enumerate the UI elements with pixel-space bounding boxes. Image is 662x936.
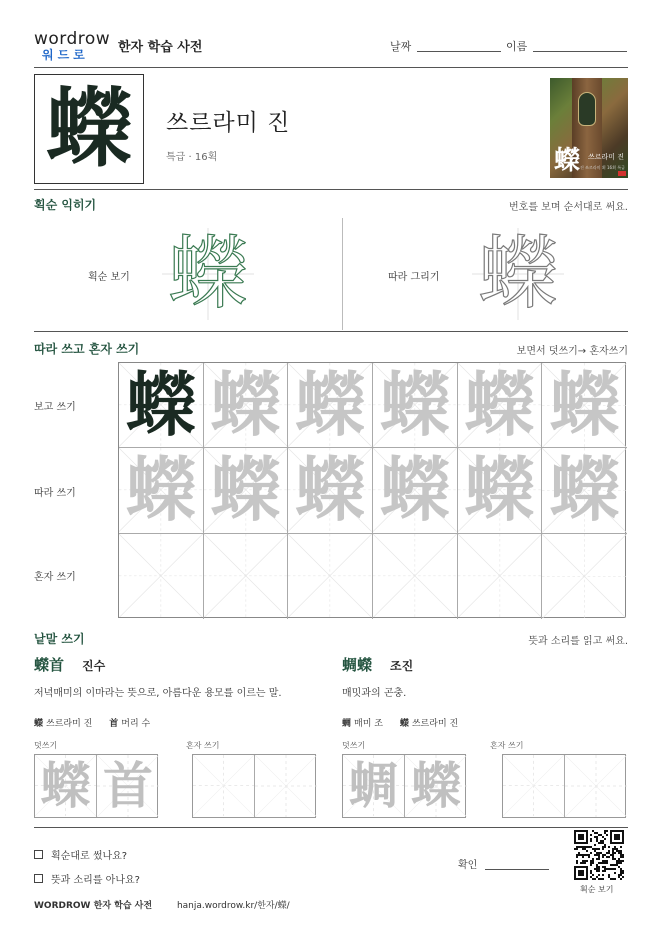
- word-section-header: [34, 630, 628, 648]
- word-char-cell[interactable]: [193, 755, 255, 817]
- stroke-trace-character: 蠑: [478, 227, 558, 320]
- practice-cell[interactable]: [119, 363, 204, 448]
- practice-cell[interactable]: [204, 363, 289, 448]
- word-part: 蠑 쓰르라미 진: [399, 719, 459, 729]
- logo-korean: 워드로: [42, 48, 89, 62]
- word-part: 蠑 쓰르라미 진: [34, 719, 93, 729]
- trace-character: 蠑: [210, 448, 281, 532]
- word-card-1: [34, 650, 324, 820]
- stroke-order-character: 蠑: [168, 227, 248, 320]
- word-char-cell[interactable]: [343, 755, 405, 817]
- word-part: 蜩 매미 조: [342, 719, 383, 729]
- hero-character: 蠑: [46, 78, 132, 179]
- trace-label: 덧쓰기: [342, 741, 366, 750]
- practice-cell[interactable]: [204, 534, 289, 619]
- qr-label: 획순 보기: [580, 885, 614, 894]
- stroke-order-diagram: [162, 228, 254, 320]
- word-parts: [342, 716, 472, 729]
- practice-cell[interactable]: [204, 448, 289, 533]
- word-meaning: 매밋과의 곤충.: [342, 688, 407, 699]
- word-trace-box[interactable]: [342, 754, 466, 818]
- practice-section-title: 따라 쓰고 혼자 쓰기: [34, 342, 140, 356]
- guide-lines-icon: [193, 755, 254, 816]
- trace-character: 蠑: [549, 448, 620, 532]
- photo-overlay-character: 蠑: [554, 146, 581, 176]
- practice-cell[interactable]: [119, 534, 204, 619]
- checklist: [34, 842, 140, 890]
- row-label-view: 보고 쓰기: [34, 402, 76, 413]
- word-trace-character: 蠑: [411, 756, 461, 815]
- word-char-cell[interactable]: [565, 755, 627, 817]
- practice-cell[interactable]: [542, 363, 627, 448]
- trace-character: 蠑: [295, 363, 366, 447]
- stroke-trace-label: 따라 그리기: [388, 272, 440, 283]
- word-char-cell[interactable]: [255, 755, 317, 817]
- photo-overlay-subtitle: 진 쓰르라미 획 16획 특급: [580, 165, 625, 170]
- practice-cell[interactable]: [542, 448, 627, 533]
- stroke-order-area: [34, 216, 628, 332]
- check-item-meaning[interactable]: 뜻과 소리를 아나요?: [34, 866, 140, 890]
- confirm-label: 확인: [458, 860, 478, 871]
- word-section-hint: 뜻과 소리를 읽고 써요.: [528, 636, 628, 647]
- stroke-trace-diagram[interactable]: [472, 228, 564, 320]
- name-write-line[interactable]: [533, 51, 627, 52]
- guide-lines-icon: [503, 755, 564, 816]
- word-char-cell[interactable]: [503, 755, 565, 817]
- character-hero: [34, 74, 628, 190]
- practice-cell[interactable]: [288, 448, 373, 533]
- trace-character: 蠑: [464, 363, 535, 447]
- confirm-sign-line[interactable]: [485, 869, 549, 870]
- word-reading: 진수: [82, 659, 106, 673]
- site-title: 한자 학습 사전: [118, 40, 203, 55]
- self-write-label: 혼자 쓰기: [490, 741, 524, 750]
- practice-section-header: [34, 340, 628, 358]
- word-char-cell[interactable]: [35, 755, 97, 817]
- checkbox-icon[interactable]: [34, 874, 43, 883]
- practice-cell[interactable]: [373, 363, 458, 448]
- hero-character-box: [34, 74, 144, 184]
- guide-lines-icon: [458, 534, 542, 618]
- confirm-field: [458, 856, 549, 871]
- word-self-box[interactable]: [502, 754, 626, 818]
- practice-cell[interactable]: [458, 448, 543, 533]
- word-trace-character: 蜩: [348, 756, 399, 815]
- word-part: 首 머리 수: [109, 719, 151, 729]
- word-card-2: [342, 650, 632, 820]
- word-trace-box[interactable]: [34, 754, 158, 818]
- word-hanja: 蜩蠑: [342, 656, 373, 674]
- word-hanja: 蠑首: [34, 656, 65, 674]
- word-meaning: 저녁매미의 이마라는 뜻으로, 아름다운 용모를 이르는 말.: [34, 688, 282, 699]
- stroke-divider: [342, 218, 343, 330]
- practice-cell[interactable]: [458, 363, 543, 448]
- word-self-box[interactable]: [192, 754, 316, 818]
- self-write-label: 혼자 쓰기: [186, 741, 220, 750]
- qr-code-icon[interactable]: [574, 830, 624, 880]
- photo-badge: [618, 171, 626, 176]
- stroke-section-header: [34, 196, 628, 214]
- name-field: [506, 38, 627, 54]
- trace-character: 蠑: [379, 363, 450, 447]
- practice-cell[interactable]: [542, 534, 627, 619]
- logo-wordmark: wordrow: [34, 29, 111, 49]
- row-label-self: 혼자 쓰기: [34, 572, 76, 583]
- trace-label: 덧쓰기: [34, 741, 58, 750]
- guide-lines-icon: [373, 534, 457, 618]
- footer-brand: WORDROW 한자 학습 사전: [34, 901, 153, 911]
- practice-cell[interactable]: [458, 534, 543, 619]
- check-item-stroke-order[interactable]: 획순대로 썼나요?: [34, 842, 140, 866]
- word-trace-character: 蠑: [40, 756, 91, 815]
- word-char-cell[interactable]: [97, 755, 159, 817]
- guide-lines-icon: [119, 534, 203, 618]
- stroke-section-hint: 번호를 보며 순서대로 써요.: [509, 202, 628, 213]
- model-character: 蠑: [125, 363, 196, 447]
- page-header: [34, 28, 628, 68]
- date-write-line[interactable]: [417, 51, 501, 52]
- trace-character: 蠑: [379, 448, 450, 532]
- practice-cell[interactable]: [373, 534, 458, 619]
- word-parts: [34, 716, 164, 729]
- practice-section-hint: 보면서 덧쓰기→ 혼자쓰기: [516, 346, 628, 357]
- trace-character: 蠑: [210, 363, 281, 447]
- guide-lines-icon: [255, 755, 317, 817]
- wordrow-logo[interactable]: [34, 30, 114, 64]
- practice-cell[interactable]: [288, 534, 373, 619]
- practice-cell[interactable]: [288, 363, 373, 448]
- guide-lines-icon: [542, 534, 627, 619]
- cicada-photo: [550, 78, 628, 178]
- trace-character: 蠑: [464, 448, 535, 532]
- guide-lines-icon: [204, 534, 288, 618]
- word-reading: 조진: [390, 659, 414, 673]
- practice-cell[interactable]: [119, 448, 204, 533]
- character-meta: 특급 · 16획: [166, 152, 218, 163]
- photo-overlay-name: 쓰르라미 진: [588, 153, 625, 161]
- footer-url[interactable]: hanja.wordrow.kr/한자/蠑/: [176, 901, 290, 911]
- date-field: [390, 38, 501, 54]
- character-title: 쓰르라미 진: [166, 110, 291, 136]
- trace-character: 蠑: [549, 363, 620, 447]
- cicada-shape: [578, 92, 596, 126]
- checkbox-icon[interactable]: [34, 850, 43, 859]
- word-trace-character: 首: [103, 756, 153, 815]
- date-label: 날짜: [390, 40, 412, 53]
- guide-lines-icon: [565, 755, 627, 817]
- stroke-section-title: 획순 익히기: [34, 198, 97, 212]
- practice-grid: [118, 362, 626, 618]
- name-label: 이름: [506, 40, 528, 53]
- stroke-view-label: 획순 보기: [88, 272, 130, 283]
- word-char-cell[interactable]: [405, 755, 467, 817]
- guide-lines-icon: [288, 534, 372, 618]
- trace-character: 蠑: [125, 448, 196, 532]
- word-section-title: 낱말 쓰기: [34, 632, 85, 646]
- practice-cell[interactable]: [373, 448, 458, 533]
- trace-character: 蠑: [295, 448, 366, 532]
- word-practice-area: [34, 650, 628, 828]
- row-label-trace: 따라 쓰기: [34, 488, 76, 499]
- page-footer: [34, 898, 290, 911]
